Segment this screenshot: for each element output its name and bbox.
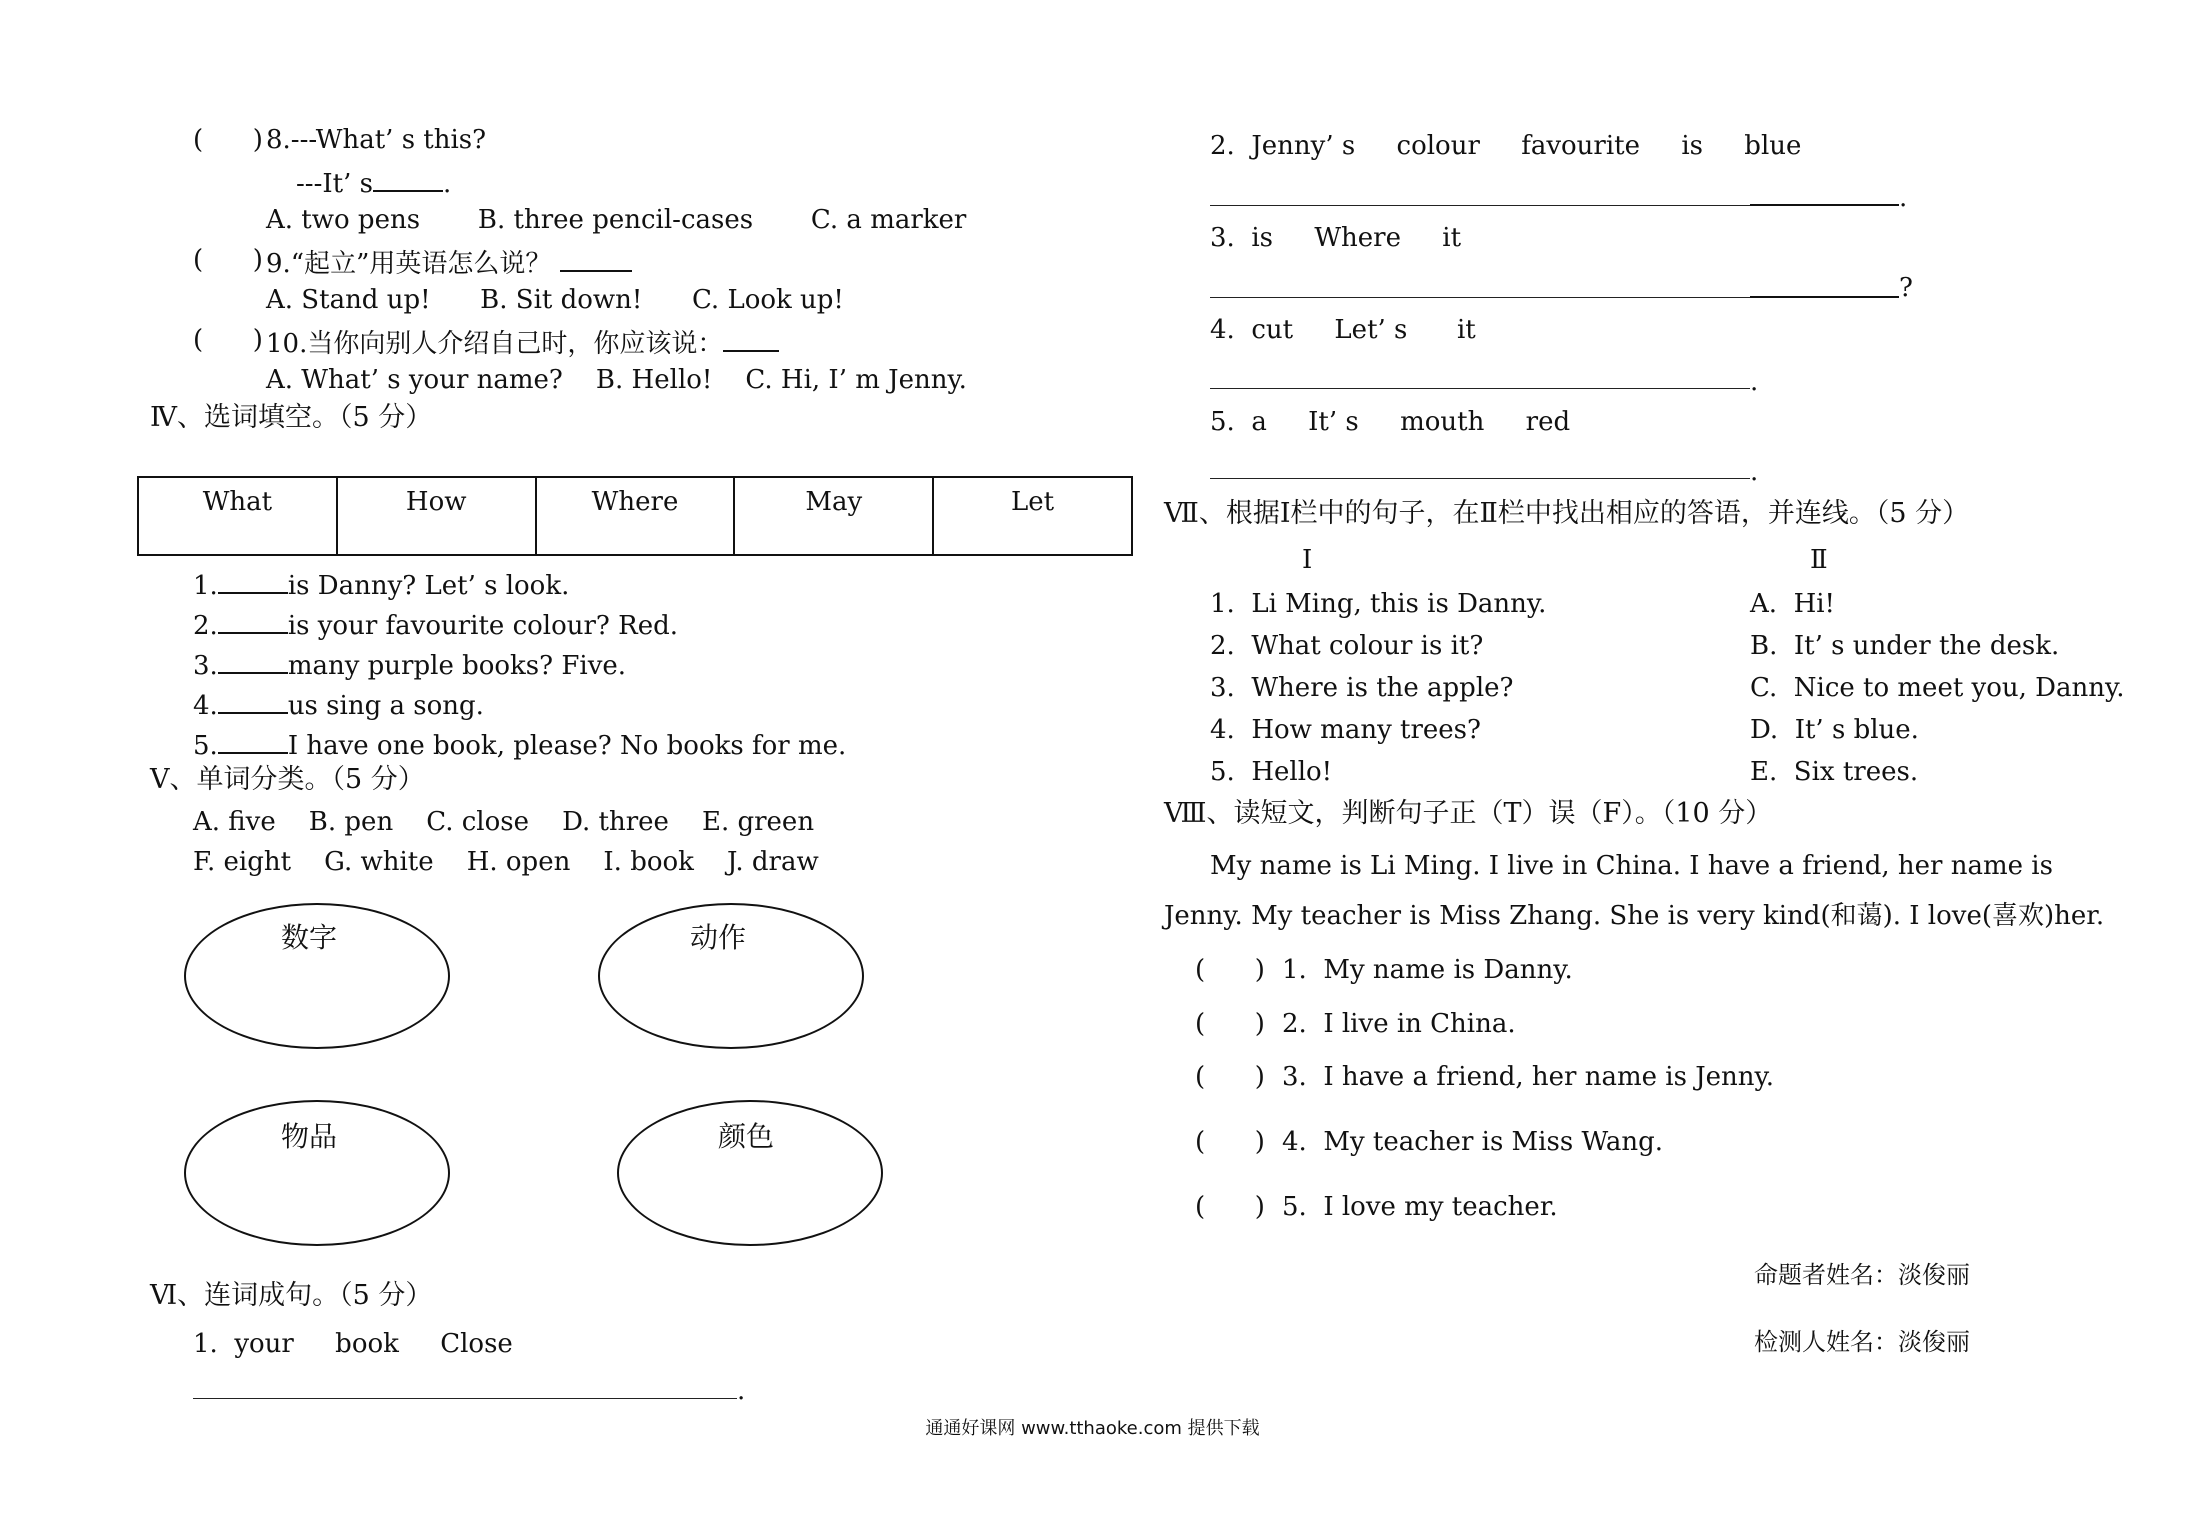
item-number: 2. — [193, 611, 218, 641]
q9-question — [266, 244, 632, 280]
tf-answer-paren[interactable]: ( ) — [1195, 955, 1265, 985]
sec4-item-4 — [193, 686, 484, 722]
word-bank-cell: May — [735, 478, 934, 554]
answer-line-bold — [1750, 204, 1899, 206]
item-number: 4. — [193, 691, 218, 721]
q9-options: A. Stand up! B. Sit down! C. Look up! — [266, 285, 844, 315]
answer-line[interactable] — [1210, 297, 1750, 298]
word-bank-cell: How — [338, 478, 537, 554]
tf-statement: 4. My teacher is Miss Wang. — [1282, 1127, 1664, 1157]
answer-line[interactable] — [1210, 205, 1750, 206]
q8-answer-suffix: . — [442, 169, 452, 199]
q10-question-text: 10.当你向别人介绍自己时，你应该说： — [266, 329, 724, 359]
section-5-title: Ⅴ、单词分类。（5 分） — [150, 764, 425, 795]
match-left-item[interactable]: 1. Li Ming, this is Danny. — [1210, 589, 1547, 619]
item-number: 1. — [193, 571, 218, 601]
author-name: 命题者姓名：淡俊丽 — [1754, 1261, 1970, 1289]
fill-blank[interactable] — [218, 606, 288, 634]
word-bank-table — [137, 476, 1133, 556]
tf-answer-paren[interactable]: ( ) — [1195, 1192, 1265, 1222]
checker-name: 检测人姓名：淡俊丽 — [1754, 1328, 1970, 1356]
answer-line-bold — [1750, 296, 1899, 298]
q10-question — [266, 324, 779, 360]
item-text: is your favourite colour? Red. — [287, 611, 679, 641]
match-left-item[interactable]: 2. What colour is it? — [1210, 631, 1484, 661]
answer-line[interactable] — [1210, 388, 1750, 389]
tf-statement: 5. I love my teacher. — [1282, 1192, 1558, 1222]
answer-line[interactable] — [193, 1398, 737, 1399]
tf-statement: 3. I have a friend, her name is Jenny. — [1282, 1062, 1774, 1092]
answer-end-mark: ? — [1899, 273, 1913, 303]
tf-statement: 2. I live in China. — [1282, 1009, 1516, 1039]
tf-statement: 1. My name is Danny. — [1282, 955, 1573, 985]
q8-answer-paren[interactable]: ( ) — [193, 125, 263, 155]
match-left-item[interactable]: 5. Hello! — [1210, 757, 1333, 787]
sec6-item-2: 2. Jenny’ s colour favourite is blue — [1210, 131, 1802, 161]
section-7-title: Ⅶ、根据Ⅰ栏中的句子，在Ⅱ栏中找出相应的答语，并连线。（5 分） — [1164, 498, 1970, 529]
q10-blank[interactable] — [723, 324, 779, 352]
q9-answer-paren[interactable]: ( ) — [193, 245, 263, 275]
q9-question-text: 9.“起立”用英语怎么说？ — [266, 249, 552, 279]
column-1-heading: Ⅰ — [1302, 545, 1313, 575]
sec4-item-2 — [193, 606, 678, 642]
fill-blank[interactable] — [218, 726, 288, 754]
sec6-item-5: 5. a It’ s mouth red — [1210, 407, 1571, 437]
sec4-item-3 — [193, 646, 626, 682]
page-footer: 通通好课网 www.tthaoke.com 提供下载 — [925, 1418, 1260, 1439]
tf-answer-paren[interactable]: ( ) — [1195, 1127, 1265, 1157]
word-list-row-2: F. eight G. white H. open I. book J. draw — [193, 847, 819, 877]
sec6-item-4: 4. cut Let’ s it — [1210, 315, 1476, 345]
answer-end-mark: . — [737, 1376, 746, 1406]
section-8-title: Ⅷ、读短文，判断句子正（T）误（F）。（10 分） — [1164, 798, 1773, 829]
tf-answer-paren[interactable]: ( ) — [1195, 1009, 1265, 1039]
reading-paragraph-line-2: Jenny. My teacher is Miss Zhang. She is very kind(和蔼). I love(喜欢)her. — [1164, 901, 2105, 931]
q10-options: A. What’ s your name? B. Hello! C. Hi, I’ m Jenny. — [266, 365, 967, 395]
q8-answer-line — [296, 164, 451, 200]
reading-paragraph-line-1: My name is Li Ming. I live in China. I have a friend, her name is — [1210, 851, 2053, 881]
fill-blank[interactable] — [218, 646, 288, 674]
column-2-heading: Ⅱ — [1810, 545, 1828, 575]
word-bank-cell: Let — [1011, 487, 1055, 517]
answer-end-mark: . — [1750, 457, 1759, 487]
q8-options: A. two pens B. three pencil-cases C. a marker — [266, 205, 967, 235]
category-label: 数字 — [281, 921, 338, 954]
category-label: 颜色 — [718, 1120, 775, 1153]
answer-end-mark: . — [1750, 367, 1759, 397]
item-number: 3. — [193, 651, 218, 681]
word-bank-cell: What — [139, 478, 338, 554]
answer-end-mark: . — [1899, 183, 1908, 213]
match-right-item[interactable]: B. It’ s under the desk. — [1750, 631, 2060, 661]
match-left-item[interactable]: 3. Where is the apple? — [1210, 673, 1514, 703]
match-right-item[interactable]: D. It’ s blue. — [1750, 715, 1919, 745]
q8-blank[interactable] — [373, 164, 443, 192]
sec4-item-5 — [193, 726, 846, 762]
sec4-item-1 — [193, 566, 569, 602]
match-right-item[interactable]: C. Nice to meet you, Danny. — [1750, 673, 2125, 703]
q9-blank[interactable] — [560, 244, 632, 272]
answer-line[interactable] — [1210, 478, 1750, 479]
category-label: 动作 — [690, 921, 747, 954]
q8-question: 8.---What’ s this? — [266, 125, 487, 155]
item-text: is Danny? Let’ s look. — [287, 571, 570, 601]
item-text: us sing a song. — [287, 691, 484, 721]
item-text: I have one book, please? No books for me. — [287, 731, 847, 761]
item-number: 5. — [193, 731, 218, 761]
q10-answer-paren[interactable]: ( ) — [193, 325, 263, 355]
q8-answer-prefix: ---It’ s — [296, 169, 373, 199]
match-left-item[interactable]: 4. How many trees? — [1210, 715, 1481, 745]
category-label: 物品 — [281, 1120, 338, 1153]
word-bank-cell: Where — [537, 478, 736, 554]
tf-answer-paren[interactable]: ( ) — [1195, 1062, 1265, 1092]
sec6-item-3: 3. is Where it — [1210, 223, 1462, 253]
section-6-title: Ⅵ、连词成句。（5 分） — [150, 1280, 433, 1311]
match-right-item[interactable]: E. Six trees. — [1750, 757, 1919, 787]
match-right-item[interactable]: A. Hi! — [1750, 589, 1836, 619]
fill-blank[interactable] — [218, 566, 288, 594]
section-4-title: Ⅳ、选词填空。（5 分） — [150, 402, 433, 433]
fill-blank[interactable] — [218, 686, 288, 714]
item-text: many purple books? Five. — [287, 651, 627, 681]
sec6-item-1: 1. your book Close — [193, 1329, 513, 1359]
word-list-row-1: A. five B. pen C. close D. three E. green — [193, 807, 815, 837]
